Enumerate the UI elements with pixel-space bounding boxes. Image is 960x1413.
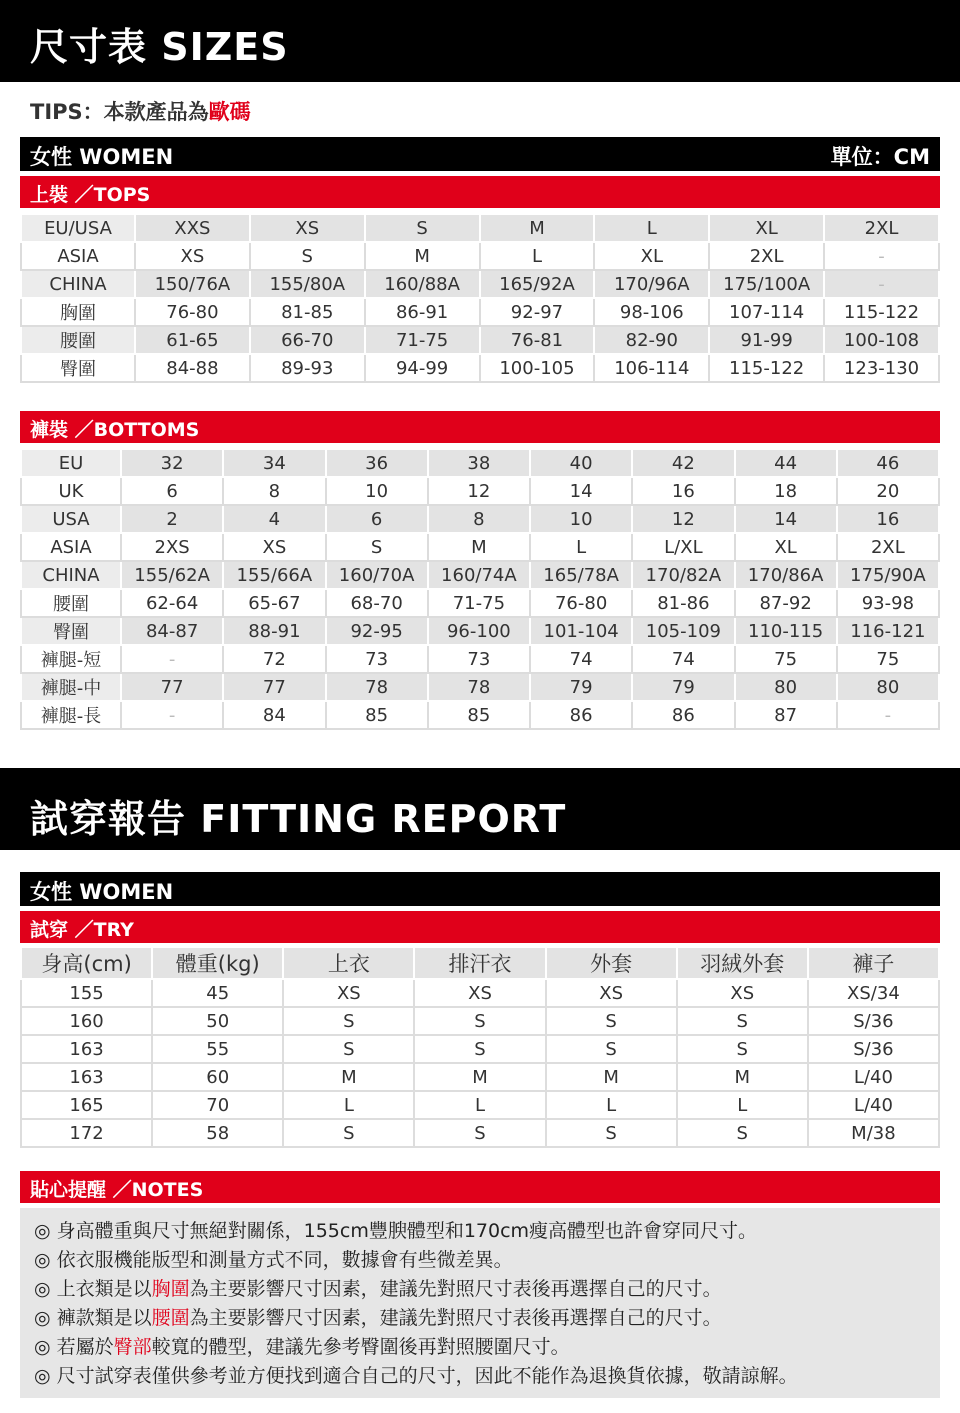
table-row (21, 354, 939, 382)
table-cell: 110-115 (735, 617, 837, 645)
table-cell: 170/96A (594, 270, 709, 298)
table-cell: 175/100A (709, 270, 824, 298)
table-cell: 89-93 (250, 354, 365, 382)
table-cell: 2XL (824, 214, 939, 242)
table-cell: L/40 (808, 1063, 939, 1091)
table-cell: 100-105 (480, 354, 595, 382)
table-cell: M (283, 1063, 414, 1091)
note-item (34, 1245, 513, 1272)
table-row (21, 673, 939, 701)
table-cell: 8 (428, 505, 530, 533)
note-item (34, 1332, 570, 1359)
table-cell: S (365, 214, 480, 242)
table-cell: - (824, 270, 939, 298)
note-text-end: 為主要影響尺寸因素，建議先對照尺寸表後再選擇自己的尺寸。 (189, 1278, 722, 1300)
table-cell: 2 (121, 505, 223, 533)
table-cell: 76-80 (530, 589, 632, 617)
table-cell: 155 (21, 979, 152, 1007)
row-label: ASIA (21, 533, 121, 561)
table-cell: 80 (735, 673, 837, 701)
bottoms-size-table (20, 448, 940, 730)
table-cell: 82-90 (594, 326, 709, 354)
table-cell: 12 (632, 505, 734, 533)
table-row (21, 477, 939, 505)
table-cell: 116-121 (837, 617, 939, 645)
row-label: 臀圍 (21, 354, 135, 382)
table-cell: 12 (428, 477, 530, 505)
table-cell: S (283, 1119, 414, 1147)
row-label: 臀圍 (21, 617, 121, 645)
table-cell: XL (735, 533, 837, 561)
women-label: 女性 WOMEN (30, 145, 174, 169)
table-cell: 75 (735, 645, 837, 673)
table-cell: L (677, 1091, 808, 1119)
table-cell: 46 (837, 449, 939, 477)
table-cell: 84-87 (121, 617, 223, 645)
column-header: 羽絨外套 (677, 947, 808, 979)
table-cell: S/36 (808, 1007, 939, 1035)
row-label: UK (21, 477, 121, 505)
row-label: 褲腿-中 (21, 673, 121, 701)
table-cell: 77 (223, 673, 325, 701)
tips-line (30, 96, 251, 126)
table-row (21, 1091, 939, 1119)
note-text: ◎ 褲款類是以 (34, 1307, 152, 1329)
table-cell: 61-65 (135, 326, 250, 354)
note-text: ◎ 若屬於 (34, 1336, 114, 1358)
row-label: USA (21, 505, 121, 533)
table-cell: 165 (21, 1091, 152, 1119)
table-cell: XXS (135, 214, 250, 242)
table-cell: L/XL (632, 533, 734, 561)
table-cell: L/40 (808, 1091, 939, 1119)
table-cell: 163 (21, 1063, 152, 1091)
table-cell: 2XL (837, 533, 939, 561)
tips-prefix: TIPS：本款產品為 (30, 100, 209, 124)
table-cell: 73 (428, 645, 530, 673)
table-cell: 71-75 (365, 326, 480, 354)
table-cell: 115-122 (824, 298, 939, 326)
table-cell: - (121, 701, 223, 729)
table-cell: S (250, 242, 365, 270)
table-row (21, 449, 939, 477)
table-cell: L (283, 1091, 414, 1119)
column-header: 身高(cm) (21, 947, 152, 979)
table-cell: 155/62A (121, 561, 223, 589)
table-cell: 14 (735, 505, 837, 533)
table-cell: 91-99 (709, 326, 824, 354)
table-row (21, 326, 939, 354)
table-cell: 71-75 (428, 589, 530, 617)
table-cell: 75 (837, 645, 939, 673)
table-cell: 163 (21, 1035, 152, 1063)
table-row (21, 979, 939, 1007)
tops-bar (20, 176, 940, 208)
table-cell: 16 (632, 477, 734, 505)
table-cell: 16 (837, 505, 939, 533)
table-cell: 76-81 (480, 326, 595, 354)
table-cell: M/38 (808, 1119, 939, 1147)
table-cell: 101-104 (530, 617, 632, 645)
table-cell: 86 (632, 701, 734, 729)
table-cell: 81-86 (632, 589, 734, 617)
table-cell: 65-67 (223, 589, 325, 617)
fitting-title: 試穿報告 FITTING REPORT (30, 797, 567, 841)
table-cell: S (283, 1007, 414, 1035)
table-cell: 74 (530, 645, 632, 673)
table-cell: 79 (632, 673, 734, 701)
table-cell: 68-70 (326, 589, 428, 617)
table-cell: 81-85 (250, 298, 365, 326)
table-cell: L (530, 533, 632, 561)
table-cell: 172 (21, 1119, 152, 1147)
table-cell: 44 (735, 449, 837, 477)
table-cell: 2XS (121, 533, 223, 561)
table-cell: S (414, 1119, 545, 1147)
table-cell: 94-99 (365, 354, 480, 382)
table-cell: 84-88 (135, 354, 250, 382)
table-cell: XS (546, 979, 677, 1007)
note-text: ◎ 依衣服機能版型和測量方式不同，數據會有些微差異。 (34, 1249, 513, 1271)
table-cell: 92-97 (480, 298, 595, 326)
table-cell: 160 (21, 1007, 152, 1035)
table-cell: 155/80A (250, 270, 365, 298)
table-row (21, 701, 939, 729)
table-cell: 34 (223, 449, 325, 477)
table-cell: M (428, 533, 530, 561)
row-label: CHINA (21, 270, 135, 298)
table-cell: 115-122 (709, 354, 824, 382)
table-cell: S (414, 1035, 545, 1063)
table-cell: 32 (121, 449, 223, 477)
table-cell: 93-98 (837, 589, 939, 617)
table-cell: S (677, 1035, 808, 1063)
table-cell: S (546, 1007, 677, 1035)
table-cell: 84 (223, 701, 325, 729)
note-text: ◎ 身高體重與尺寸無絕對關係，155cm豐腴體型和170cm瘦高體型也許會穿同尺寸。 (34, 1220, 758, 1242)
row-label: 褲腿-短 (21, 645, 121, 673)
table-cell: - (121, 645, 223, 673)
sizes-title: 尺寸表 SIZES (30, 25, 289, 69)
table-cell: 10 (530, 505, 632, 533)
row-label: ASIA (21, 242, 135, 270)
row-label: 腰圍 (21, 589, 121, 617)
try-table (20, 946, 940, 1148)
sizes-header (0, 0, 960, 82)
column-header: 褲子 (808, 947, 939, 979)
table-cell: 160/70A (326, 561, 428, 589)
table-cell: 165/78A (530, 561, 632, 589)
table-cell: 78 (326, 673, 428, 701)
table-cell: - (837, 701, 939, 729)
table-cell: 165/92A (480, 270, 595, 298)
women-bar (20, 137, 940, 171)
table-cell: 72 (223, 645, 325, 673)
table-cell: 77 (121, 673, 223, 701)
table-row (21, 1063, 939, 1091)
bottoms-label: 褲裝 ／BOTTOMS (30, 419, 200, 441)
table-cell: 10 (326, 477, 428, 505)
table-cell: XS (283, 979, 414, 1007)
table-cell: 14 (530, 477, 632, 505)
note-item (34, 1303, 722, 1330)
table-cell: 45 (152, 979, 283, 1007)
table-cell: 20 (837, 477, 939, 505)
table-cell: 175/90A (837, 561, 939, 589)
fitting-women-label: 女性 WOMEN (30, 880, 174, 904)
column-header: 上衣 (283, 947, 414, 979)
table-cell: S (546, 1035, 677, 1063)
table-cell: L (480, 242, 595, 270)
table-row (21, 298, 939, 326)
table-cell: 18 (735, 477, 837, 505)
table-cell: 80 (837, 673, 939, 701)
table-cell: 85 (428, 701, 530, 729)
row-label: CHINA (21, 561, 121, 589)
column-header: 外套 (546, 947, 677, 979)
try-label: 試穿 ／TRY (30, 919, 134, 941)
table-cell: 66-70 (250, 326, 365, 354)
notes-bar (20, 1171, 940, 1203)
table-cell: 76-80 (135, 298, 250, 326)
table-cell: S/36 (808, 1035, 939, 1063)
table-cell: - (824, 242, 939, 270)
table-row (21, 1007, 939, 1035)
table-cell: 88-91 (223, 617, 325, 645)
note-item (34, 1274, 722, 1301)
table-cell: 38 (428, 449, 530, 477)
table-cell: L (546, 1091, 677, 1119)
table-cell: 85 (326, 701, 428, 729)
table-row (21, 270, 939, 298)
table-row (21, 1035, 939, 1063)
note-text: ◎ 上衣類是以 (34, 1278, 152, 1300)
table-cell: 50 (152, 1007, 283, 1035)
table-header-row (21, 947, 939, 979)
table-row (21, 242, 939, 270)
notes-label: 貼心提醒 ／NOTES (30, 1179, 204, 1201)
note-highlight: 臀部 (113, 1336, 152, 1358)
fitting-header (0, 768, 960, 850)
column-header: 體重(kg) (152, 947, 283, 979)
table-cell: 87 (735, 701, 837, 729)
table-cell: M (414, 1063, 545, 1091)
table-cell: S (414, 1007, 545, 1035)
table-cell: S (546, 1119, 677, 1147)
table-cell: L (594, 214, 709, 242)
table-row (21, 561, 939, 589)
table-cell: 86-91 (365, 298, 480, 326)
tops-size-table (20, 213, 940, 383)
tops-label: 上裝 ／TOPS (30, 184, 151, 206)
table-cell: 6 (326, 505, 428, 533)
table-cell: M (480, 214, 595, 242)
table-cell: 100-108 (824, 326, 939, 354)
bottoms-bar (20, 411, 940, 443)
table-cell: 150/76A (135, 270, 250, 298)
table-cell: M (546, 1063, 677, 1091)
table-cell: L (414, 1091, 545, 1119)
table-cell: 4 (223, 505, 325, 533)
table-cell: 155/66A (223, 561, 325, 589)
table-cell: XS (414, 979, 545, 1007)
table-cell: M (677, 1063, 808, 1091)
table-cell: 78 (428, 673, 530, 701)
table-cell: 2XL (709, 242, 824, 270)
table-cell: XS (250, 214, 365, 242)
table-cell: 86 (530, 701, 632, 729)
table-cell: S (283, 1035, 414, 1063)
note-item (34, 1361, 798, 1388)
table-cell: 160/88A (365, 270, 480, 298)
table-row (21, 533, 939, 561)
table-cell: 6 (121, 477, 223, 505)
table-row (21, 505, 939, 533)
table-cell: S (677, 1119, 808, 1147)
table-row (21, 214, 939, 242)
table-row (21, 617, 939, 645)
table-cell: XL (594, 242, 709, 270)
table-cell: 87-92 (735, 589, 837, 617)
table-cell: XS/34 (808, 979, 939, 1007)
note-text-end: 較寬的體型，建議先參考臀圍後再對照腰圍尺寸。 (151, 1336, 570, 1358)
table-cell: 92-95 (326, 617, 428, 645)
table-cell: M (365, 242, 480, 270)
tips-highlight: 歐碼 (208, 100, 251, 124)
row-label: EU/USA (21, 214, 135, 242)
table-cell: 8 (223, 477, 325, 505)
table-cell: 170/86A (735, 561, 837, 589)
note-text: ◎ 尺寸試穿表僅供參考並方便找到適合自己的尺寸，因此不能作為退換貨依據，敬請諒解。 (34, 1365, 798, 1387)
table-cell: S (326, 533, 428, 561)
note-text-end: 為主要影響尺寸因素，建議先對照尺寸表後再選擇自己的尺寸。 (189, 1307, 722, 1329)
table-row (21, 645, 939, 673)
table-cell: 42 (632, 449, 734, 477)
table-row (21, 1119, 939, 1147)
note-highlight: 腰圍 (151, 1307, 190, 1329)
notes-box (20, 1208, 940, 1398)
table-cell: 98-106 (594, 298, 709, 326)
table-cell: 55 (152, 1035, 283, 1063)
table-cell: XL (709, 214, 824, 242)
table-cell: 160/74A (428, 561, 530, 589)
table-cell: 60 (152, 1063, 283, 1091)
table-cell: 73 (326, 645, 428, 673)
table-cell: 70 (152, 1091, 283, 1119)
table-cell: 96-100 (428, 617, 530, 645)
fitting-women-bar (20, 872, 940, 906)
row-label: 腰圍 (21, 326, 135, 354)
table-cell: 40 (530, 449, 632, 477)
table-cell: XS (223, 533, 325, 561)
table-row (21, 589, 939, 617)
row-label: EU (21, 449, 121, 477)
column-header: 排汗衣 (414, 947, 545, 979)
table-cell: 58 (152, 1119, 283, 1147)
note-highlight: 胸圍 (151, 1278, 190, 1300)
table-cell: 107-114 (709, 298, 824, 326)
note-item (34, 1216, 757, 1243)
table-cell: 170/82A (632, 561, 734, 589)
table-cell: 106-114 (594, 354, 709, 382)
table-cell: S (677, 1007, 808, 1035)
row-label: 胸圍 (21, 298, 135, 326)
row-label: 褲腿-長 (21, 701, 121, 729)
table-cell: XS (135, 242, 250, 270)
table-cell: 79 (530, 673, 632, 701)
table-cell: 62-64 (121, 589, 223, 617)
table-cell: 36 (326, 449, 428, 477)
try-bar (20, 911, 940, 943)
table-cell: 74 (632, 645, 734, 673)
table-cell: 123-130 (824, 354, 939, 382)
table-cell: XS (677, 979, 808, 1007)
table-cell: 105-109 (632, 617, 734, 645)
unit-label: 單位：CM (830, 145, 930, 169)
